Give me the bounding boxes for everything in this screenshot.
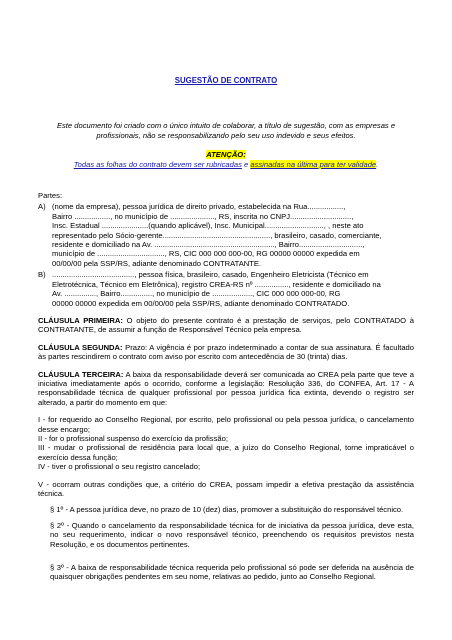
party-b-body xyxy=(52,270,414,308)
party-a-line: representado pelo Sócio-gerente..................................................., brasileiro, casado, comerciante, xyxy=(52,230,382,240)
clause-second-label: CLÁUSULA SEGUNDA: xyxy=(38,342,123,352)
party-b-tag: B) xyxy=(38,270,46,280)
clause-third-text: A baixa da responsabilidade deverá ser comunicada ao CREA pela parte que teve a iniciativa imediatamente após o ocorrido, conforme a legislação: Resolução 336, do CONFEA, Art. 17 - A responsabilidade técnica de qualquer profissional por pessoa jurídica fica extinta, devendo o registro ser alterado, a partir do momento em que: xyxy=(38,369,415,407)
party-a-line: município de ................................, RS, CIC 000 000 000-00, RG 00000 00000 expedida em xyxy=(52,249,360,259)
party-a-tag: A) xyxy=(38,202,46,212)
clause-third-paragraph-2: § 2º - Quando o cancelamento da responsabilidade técnica for de iniciativa da pessoa jurídica, deve esta, no seu requerimento, indicar o novo responsável técnico, preenchendo os requisitos previstos nesta Resolução, e os documentos pertinentes. xyxy=(50,520,414,549)
clause-third-paragraph-1: § 1º - A pessoa jurídica deve, no prazo de 10 (dez) dias, promover a substituição do responsável técnico. xyxy=(50,505,404,515)
clause-third-label: CLÁUSULA TERCEIRA: xyxy=(38,369,124,379)
clause-third-item: III - mudar o profissional de residência para local que, a juízo do Conselho Regional, torne impraticável o exercício dessa função; xyxy=(38,443,414,462)
partes-label: Partes: xyxy=(38,191,63,201)
clause-third xyxy=(38,370,414,408)
clause-first-text: O objeto do presente contrato é a prestação de serviços, pelo CONTRATADO à CONTRATANTE, de assumir a função de Responsável Técnico pela empresa. xyxy=(38,315,414,335)
clause-third-items xyxy=(38,415,414,471)
attention-label: ATENÇÃO: xyxy=(206,150,246,160)
attention-block xyxy=(38,150,414,169)
document-title: SUGESTÃO DE CONTRATO xyxy=(174,76,278,85)
party-b-line: Av. ..............., Bairro..............., no município de ..................., CIC 000 000 000-00, RG xyxy=(52,289,341,299)
party-b-line: Eletrotécnica, Técnico em Eletrônica), registro CREA-RS nº ................, residente e domiciliado na xyxy=(52,279,381,289)
clause-first-label: CLÁUSULA PRIMEIRA: xyxy=(38,315,123,325)
party-a-line: 00/00/00 pela SSP/RS, adiante denominado CONTRATANTE. xyxy=(52,258,262,268)
party-b-line: ......................................., pessoa física, brasileiro, casado, Engenheiro Eletricista (Técnico em xyxy=(52,270,369,280)
attention-text-dot: . xyxy=(376,159,379,169)
attention-text xyxy=(38,160,414,169)
party-a-line: Insc. Estadual ......................(quando aplicável), Insc. Municipal............................, , neste ato xyxy=(52,221,364,231)
clause-second xyxy=(38,343,414,362)
clause-third-item: II - for o profissional suspenso do exercício da profissão; xyxy=(38,433,228,443)
clause-third-item-v: V - ocorram outras condições que, a critério do CREA, possam impedir a efetiva prestação da assistência técnica. xyxy=(38,479,414,498)
attention-text-end: assinadas na última para ter validade xyxy=(250,159,377,169)
intro-disclaimer: Este documento foi criado com o único intuito de colaborar, a título de sugestão, com as empresas e profissionais, não se responsabilizando pelo seu uso indevido e seus efeitos. xyxy=(56,121,396,140)
party-b-line: 00000 00000 expedida em 00/00/00 pela SSP/RS, adiante denominado CONTRATADO. xyxy=(52,298,350,308)
party-a-line: Bairro ................., no município de ....................., RS, inscrita no CNPJ............................., xyxy=(52,211,354,221)
party-a-line: (nome da empresa), pessoa jurídica de direito privado, estabelecida na Rua................., xyxy=(52,202,346,212)
clause-second-text: Prazo: A vigência é por prazo indeterminado a contar de sua assinatura. É facultado às partes rescindirem o contrato com aviso por escrito com antecedência de 30 (trinta) dias. xyxy=(38,342,414,362)
clause-third-item: I - for requerido ao Conselho Regional, por escrito, pelo profissional ou pela pessoa jurídica, o cancelamento desse encargo; xyxy=(38,415,414,434)
clause-third-item: IV - tiver o profissional o seu registro cancelado; xyxy=(38,462,201,472)
party-a xyxy=(38,202,414,268)
clause-first xyxy=(38,316,414,335)
clause-third-paragraph-3: § 3º - A baixa de responsabilidade técnica requerida pelo profissional só pode ser deferida na ausência de quaisquer obrigações pendentes em seu nome, relativas ao pedido, junto ao Conselho Regional. xyxy=(50,563,414,582)
party-a-line: residente e domiciliado na Av. ........................................................., Bairro.............................., xyxy=(52,240,365,250)
attention-text-start: Todas as folhas do contrato devem ser rubricadas xyxy=(73,159,242,169)
party-a-body xyxy=(52,202,414,268)
party-b xyxy=(38,270,414,308)
attention-text-connector: e xyxy=(241,159,251,169)
